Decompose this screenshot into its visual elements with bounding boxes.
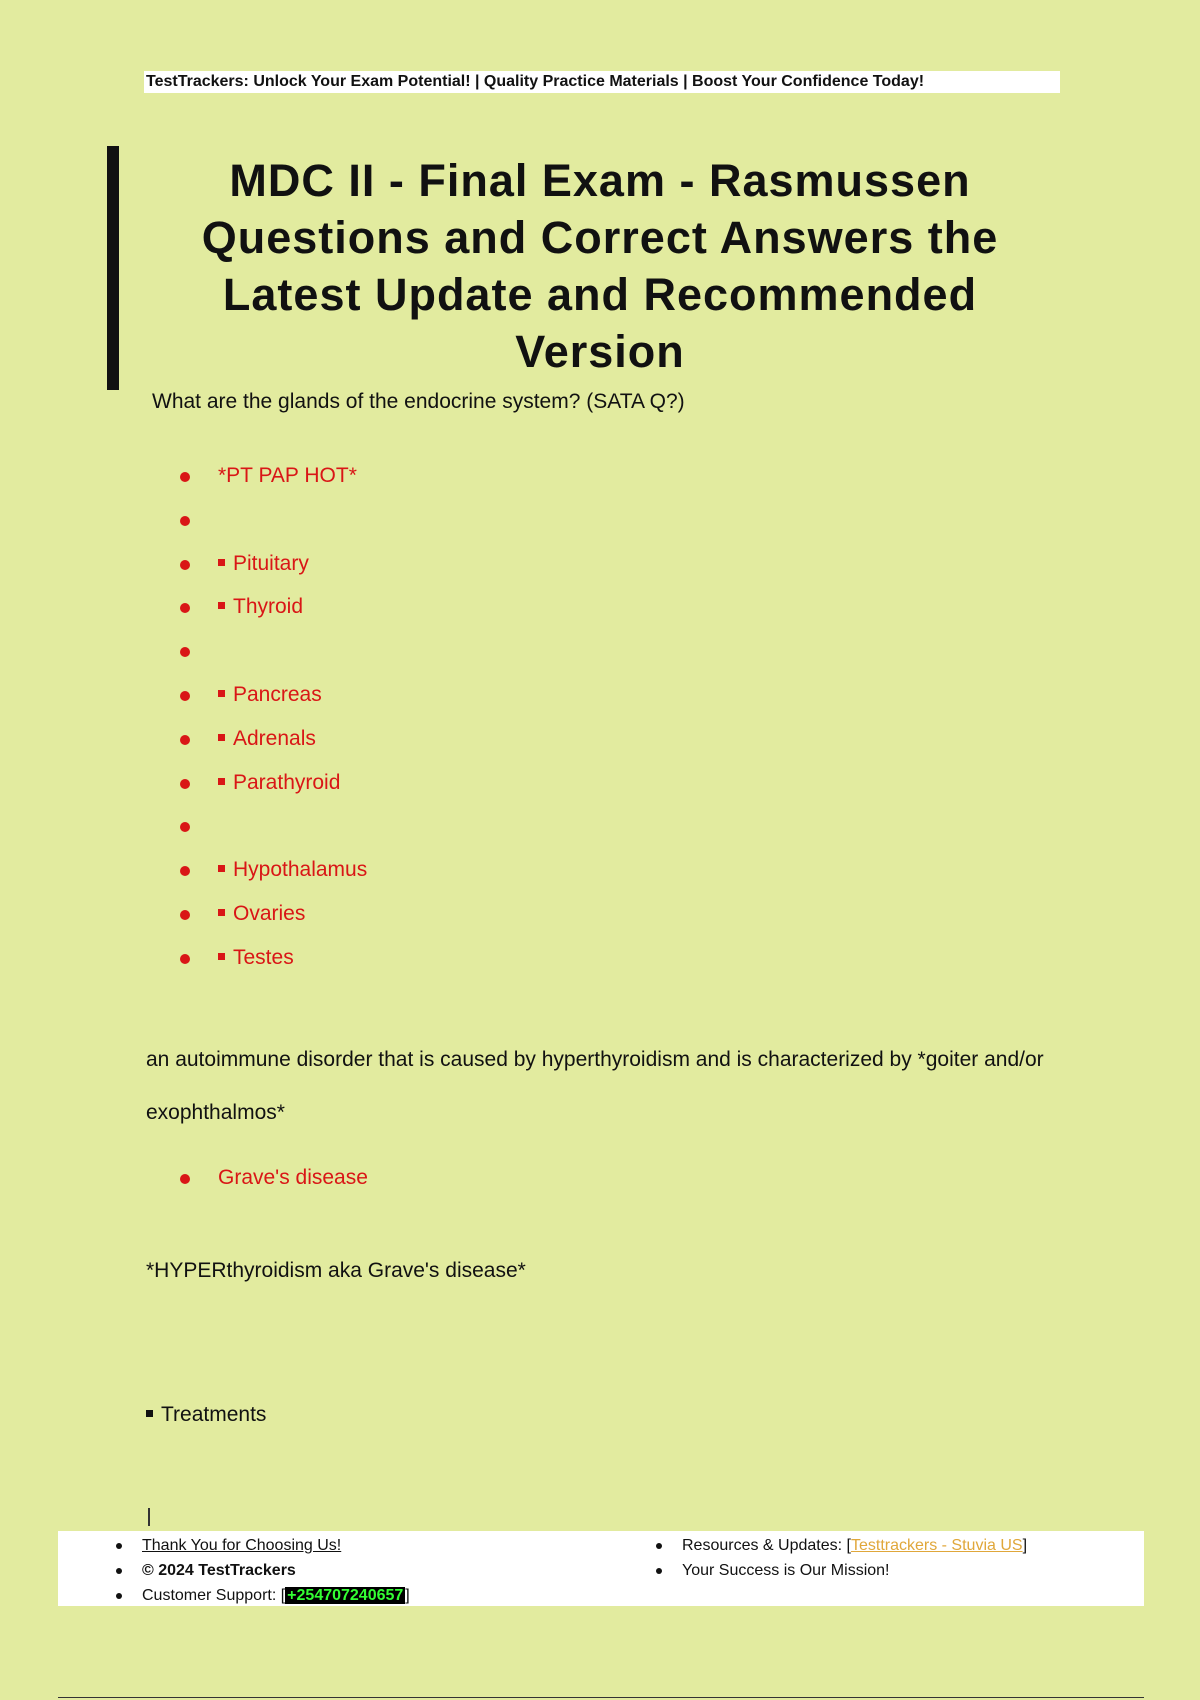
list-item — [180, 810, 367, 854]
list-item — [180, 591, 367, 635]
bullet-icon — [180, 603, 190, 613]
list-item — [180, 635, 367, 679]
answer-item-text: Thyroid — [233, 595, 304, 619]
list-item — [180, 679, 367, 723]
bullet-icon — [180, 560, 190, 570]
bullet-icon — [180, 1174, 190, 1184]
list-item — [180, 1162, 368, 1194]
copyright-text: © 2024 TestTrackers — [142, 1562, 296, 1579]
bullet-icon — [180, 779, 190, 789]
answer-item-text: Adrenals — [233, 726, 316, 750]
footer-item — [646, 1533, 1027, 1558]
bullet-icon — [180, 866, 190, 876]
treatments-label: Treatments — [161, 1403, 267, 1426]
footer — [58, 1531, 1144, 1606]
footer-item — [106, 1558, 410, 1583]
bullet-icon — [116, 1593, 122, 1599]
answer-item-text: Pituitary — [233, 551, 309, 575]
resources-link[interactable]: Testtrackers - Stuvia US — [850, 1537, 1023, 1554]
support-phone-link[interactable]: +254707240657 — [287, 1587, 404, 1604]
answer-item-text: Ovaries — [233, 901, 306, 925]
footer-right-list — [646, 1533, 1027, 1583]
bullet-icon — [180, 954, 190, 964]
square-bullet-icon — [146, 1410, 153, 1417]
bullet-icon — [656, 1568, 662, 1574]
bullet-icon — [180, 472, 190, 482]
footer-item — [106, 1533, 410, 1558]
square-bullet-icon — [218, 909, 225, 916]
square-bullet-icon — [218, 559, 225, 566]
bullet-icon — [116, 1568, 122, 1574]
text-cursor — [148, 1508, 150, 1526]
answer-item-text: *PT PAP HOT* — [218, 464, 357, 487]
header-banner: TestTrackers: Unlock Your Exam Potential! | Quality Practice Materials | Boost Your Confidence Today! — [144, 71, 1060, 93]
mission-text: Your Success is Our Mission! — [682, 1562, 890, 1579]
list-item — [180, 723, 367, 767]
list-item — [180, 767, 367, 811]
footer-left-list — [106, 1533, 410, 1608]
bullet-icon — [180, 647, 190, 657]
list-item — [180, 504, 367, 548]
question-endocrine-glands: What are the glands of the endocrine system? (SATA Q?) — [152, 390, 685, 413]
answer-item-text: Pancreas — [233, 682, 322, 706]
footer-item — [646, 1558, 1027, 1583]
list-item — [180, 548, 367, 592]
square-bullet-icon — [218, 953, 225, 960]
answer-graves: Grave's disease — [218, 1166, 368, 1189]
bullet-icon — [180, 691, 190, 701]
square-bullet-icon — [218, 778, 225, 785]
note-text: *HYPERthyroidism aka Grave's disease* — [146, 1259, 526, 1282]
answer-item-text: Parathyroid — [233, 770, 341, 794]
bullet-icon — [180, 910, 190, 920]
square-bullet-icon — [218, 690, 225, 697]
title-rule — [107, 146, 119, 390]
bullet-icon — [116, 1543, 122, 1549]
support-close: ] — [405, 1587, 410, 1604]
answer-item-text: Testes — [233, 945, 294, 969]
answer-list — [180, 460, 367, 986]
list-item — [180, 898, 367, 942]
question-autoimmune: an autoimmune disorder that is caused by hyperthyroidism and is characterized by *goiter and/or exophthalmos* — [146, 1048, 1044, 1124]
square-bullet-icon — [218, 602, 225, 609]
document-title: MDC II - Final Exam - Rasmussen Questions and Correct Answers the Latest Update and Recommended Version — [201, 155, 999, 377]
list-item — [180, 854, 367, 898]
treatments-heading — [146, 1403, 266, 1427]
footer-item — [106, 1583, 410, 1608]
bottom-rule — [58, 1697, 1144, 1698]
bullet-icon — [180, 516, 190, 526]
resources-label: Resources & Updates: [ — [682, 1537, 851, 1554]
answer-list-graves — [180, 1162, 368, 1194]
list-item — [180, 942, 367, 986]
support-label: Customer Support: [ — [142, 1587, 286, 1604]
resources-close: ] — [1022, 1537, 1028, 1554]
bullet-icon — [180, 822, 190, 832]
list-item — [180, 460, 367, 504]
thank-you-text: Thank You for Choosing Us! — [142, 1537, 342, 1554]
bullet-icon — [656, 1543, 662, 1549]
square-bullet-icon — [218, 734, 225, 741]
answer-item-text: Hypothalamus — [233, 858, 368, 882]
bullet-icon — [180, 735, 190, 745]
square-bullet-icon — [218, 865, 225, 872]
